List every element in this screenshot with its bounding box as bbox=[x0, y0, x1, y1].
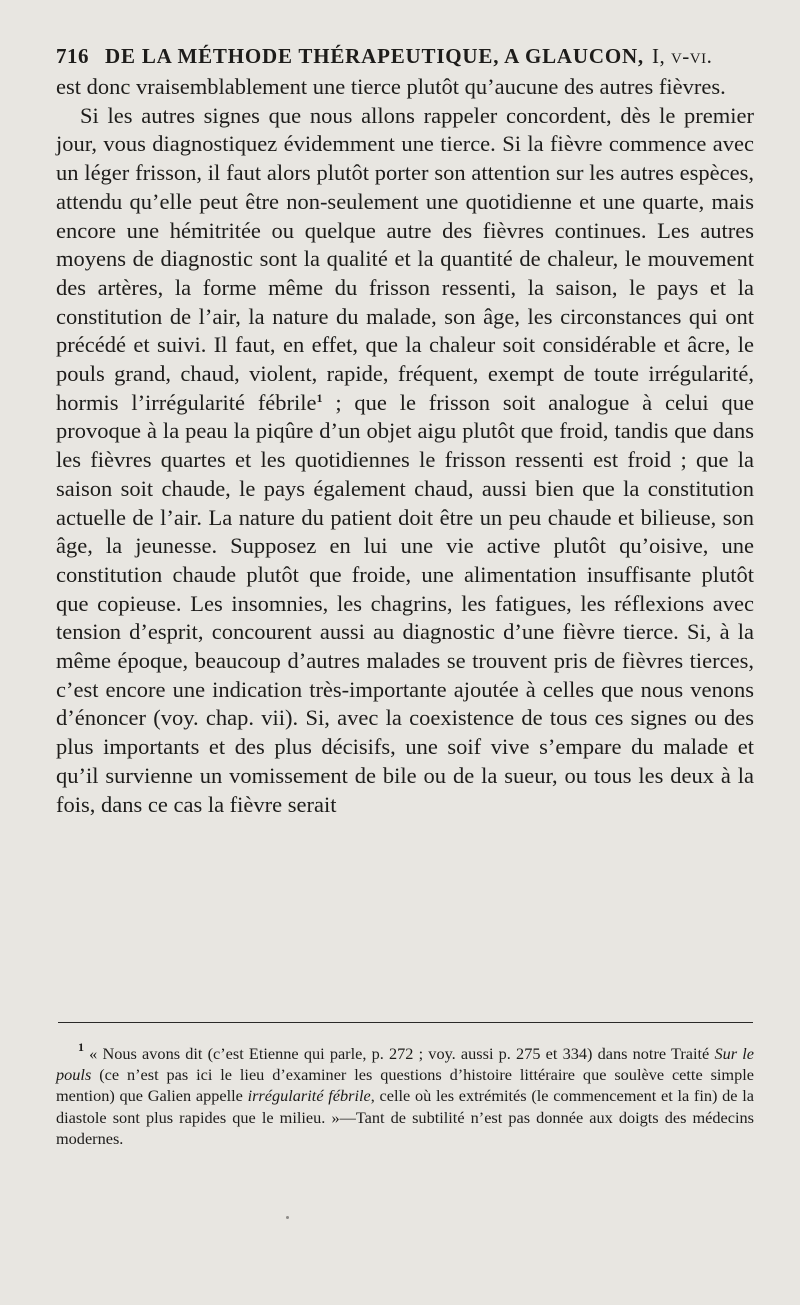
paragraph-text-part-1: Si les autres signes que nous allons rappeler concordent, dès le premier jour, vous diagnostiquez évidemment une tierce. Si la fièvre commence avec un léger frisson, il faut alors plutôt porter son attention sur les autres espèces, attendu qu’elle peut être non-seulement une quotidienne et une quarte, mais encore une hémitritée ou quelque autre des fièvres continues. Les autres moyens de diagnostic sont la qualité et la quantité de chaleur, le mouvement des artères, la forme même du frisson ressenti, la saison, le pays et la constitution de l’air, la nature du malade, son âge, les circonstances qui ont précédé et suivi. Il faut, en effet, que la chaleur soit considérable et âcre, le pouls grand, chaud, violent, rapide, fréquent, exempt de toute irrégularité, hormis l’irrégularité fébrile bbox=[56, 102, 754, 415]
footnote-divider bbox=[58, 1022, 753, 1023]
paper-speck bbox=[286, 1216, 289, 1219]
footnote-text-2: (ce n’est pas ici le lieu d’examiner les questions d’histoire littéraire que soulève cette simple mention) que Galien appelle bbox=[56, 1065, 754, 1106]
footnote-text-3: , celle où les extrémités (le commencement et la fin) de la diastole sont plus rapides que le milieu. »—Tant de subtilité n’est pas donnée aux doigts des médecins modernes. bbox=[56, 1086, 754, 1148]
paragraph-continuation: est donc vraisemblablement une tierce plutôt qu’aucune des autres fièvres. bbox=[56, 74, 726, 99]
footnote-italic-term: irrégularité fébrile bbox=[247, 1086, 371, 1106]
paragraph-text-part-2: ; que le frisson soit analogue à celui que provoque à la peau la piqûre d’un objet aigu plutôt que froid, tandis que dans les fièvres quartes et les quotidiennes le frisson ressenti est froid ; que la saison soit chaude, le pays également chaud, aussi bien que la constitution actuelle de l’air. La nature du patient doit être un peu chaude et bilieuse, son âge, la jeunesse. Supposez en lui une vie active plutôt qu’oisive, une constitution chaude plutôt que froide, une alimentation insuffisante plutôt que copieuse. Les insomnies, les chagrins, les fatigues, les réflexions avec tension d’esprit, concourent aussi au diagnostic d’une fièvre tierce. Si, à la même époque, beaucoup d’autres malades se trouvent pris de fièvres tierces, c’est encore une indication très-importante ajoutée à celles que nous venons d’énoncer (voy. chap. vii). Si, avec la coexistence de tous ces signes ou des plus importants et des plus décisifs, une soif vive s’empare du malade et qu’il survienne un vomissement de bile ou de la sueur, ou tous les deux à la fois, dans ce cas la fièvre serait bbox=[56, 389, 754, 817]
page-number: 716 bbox=[56, 44, 89, 68]
footnote-italic-title: Sur le pouls bbox=[56, 1044, 755, 1085]
running-head bbox=[56, 44, 754, 69]
footnote-1 bbox=[56, 1040, 755, 1149]
paragraph-diagnosis bbox=[56, 102, 754, 820]
body-text bbox=[56, 73, 754, 819]
running-title: DE LA MÉTHODE THÉRAPEUTIQUE, A GLAUCON, bbox=[105, 44, 644, 68]
footnote-section bbox=[56, 1040, 755, 1149]
footnote-reference[interactable]: 1 bbox=[316, 390, 323, 405]
footnote-marker: 1 bbox=[78, 1040, 84, 1054]
section-reference: I, v-vi. bbox=[651, 44, 713, 68]
footnote-text-1: « Nous avons dit (c’est Etienne qui parle, p. 272 ; voy. aussi p. 275 et 334) dans notre Traité bbox=[84, 1044, 715, 1063]
